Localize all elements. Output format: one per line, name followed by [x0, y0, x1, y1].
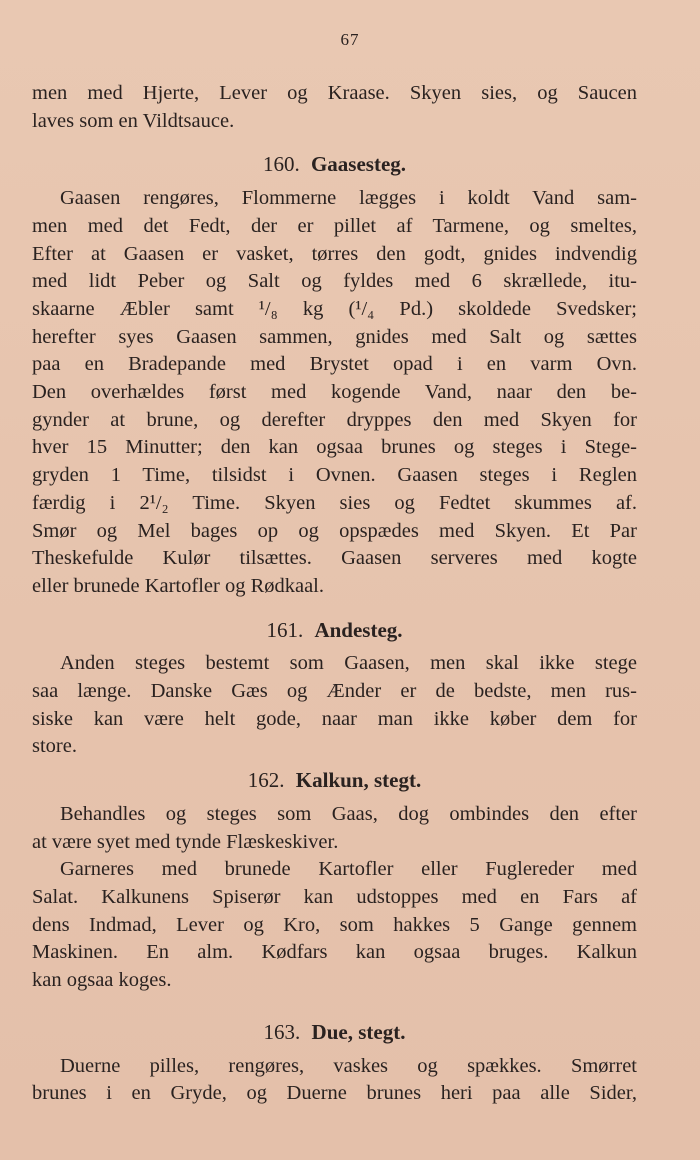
text-line: dens Indmad, Lever og Kro, som hakkes 5 Gange gennem — [32, 913, 637, 936]
text-line: paa en Bradepande med Brystet opad i en varm Ovn. — [32, 353, 637, 376]
text-line: saa længe. Danske Gæs og Ænder er de bedste, men rus- — [32, 680, 637, 703]
recipe-number: 162. — [247, 768, 285, 793]
recipe-number: 161. — [266, 617, 304, 642]
recipe-heading — [32, 617, 637, 645]
recipe-title: Kalkun, stegt. — [295, 768, 422, 793]
text-line: Den overhældes først med kogende Vand, naar den be- — [32, 381, 637, 404]
text-line: herefter syes Gaasen sammen, gnides med Salt og sættes — [32, 325, 637, 348]
text-line: men med det Fedt, der er pillet af Tarmene, og smeltes, — [32, 214, 637, 237]
text-line: Gaasen rengøres, Flommerne lægges i koldt Vand sam- — [60, 187, 637, 210]
page-number: 67 — [340, 30, 360, 49]
text-line: hver 15 Minutter; den kan ogsaa brunes og steges i Stege- — [32, 436, 637, 459]
text-line: Theskefulde Kulør tilsættes. Gaasen serveres med kogte — [32, 547, 637, 570]
recipe-title: Due, stegt. — [311, 1019, 406, 1044]
text-line: færdig i 2¹/₂ Time. Skyen sies og Fedtet skummes af. — [32, 491, 637, 514]
recipe-number: 160. — [262, 152, 300, 177]
text-line: Behandles og steges som Gaas, dog ombindes den efter — [60, 802, 637, 825]
text-line: kan ogsaa koges. — [32, 969, 172, 992]
text-line: Maskinen. En alm. Kødfars kan ogsaa bruges. Kalkun — [32, 941, 637, 964]
text-line: siske kan være helt gode, naar man ikke køber dem for — [32, 707, 637, 730]
text-line: store. — [32, 735, 77, 758]
recipe-number: 163. — [263, 1019, 301, 1044]
text-line: laves som en Vildtsauce. — [32, 109, 235, 132]
text-line: med lidt Peber og Salt og fyldes med 6 skrællede, itu- — [32, 270, 637, 293]
text-line: gynder at brune, og derefter dryppes den med Skyen for — [32, 408, 637, 431]
text-line: Smør og Mel bages op og opspædes med Skyen. Et Par — [32, 519, 637, 542]
text-line: gryden 1 Time, tilsidst i Ovnen. Gaasen steges i Reglen — [32, 464, 637, 487]
text-line: at være syet med tynde Flæskeskiver. — [32, 830, 339, 853]
text-line: men med Hjerte, Lever og Kraase. Skyen sies, og Saucen — [32, 82, 637, 104]
recipe-heading — [32, 767, 637, 795]
page-text — [32, 80, 637, 1108]
text-line: Efter at Gaasen er vasket, tørres den godt, gnides indvendig — [32, 242, 637, 265]
recipe-heading — [32, 1019, 637, 1047]
text-line: Anden steges bestemt som Gaasen, men skal ikke stege — [60, 652, 637, 675]
text-line: Garneres med brunede Kartofler eller Fuglereder med — [60, 858, 637, 881]
text-line: Duerne pilles, rengøres, vaskes og spækkes. Smørret — [60, 1054, 637, 1077]
text-line: brunes i en Gryde, og Duerne brunes heri paa alle Sider, — [32, 1082, 637, 1105]
text-line: skaarne Æbler samt ¹/₈ kg (¹/₄ Pd.) skoldede Svedsker; — [32, 297, 637, 320]
recipe-heading — [32, 151, 637, 179]
recipe-title: Andesteg. — [314, 617, 403, 642]
recipe-title: Gaasesteg. — [310, 152, 407, 177]
text-line: eller brunede Kartofler og Rødkaal. — [32, 574, 325, 597]
text-line: Salat. Kalkunens Spiserør kan udstoppes med en Fars af — [32, 885, 637, 908]
